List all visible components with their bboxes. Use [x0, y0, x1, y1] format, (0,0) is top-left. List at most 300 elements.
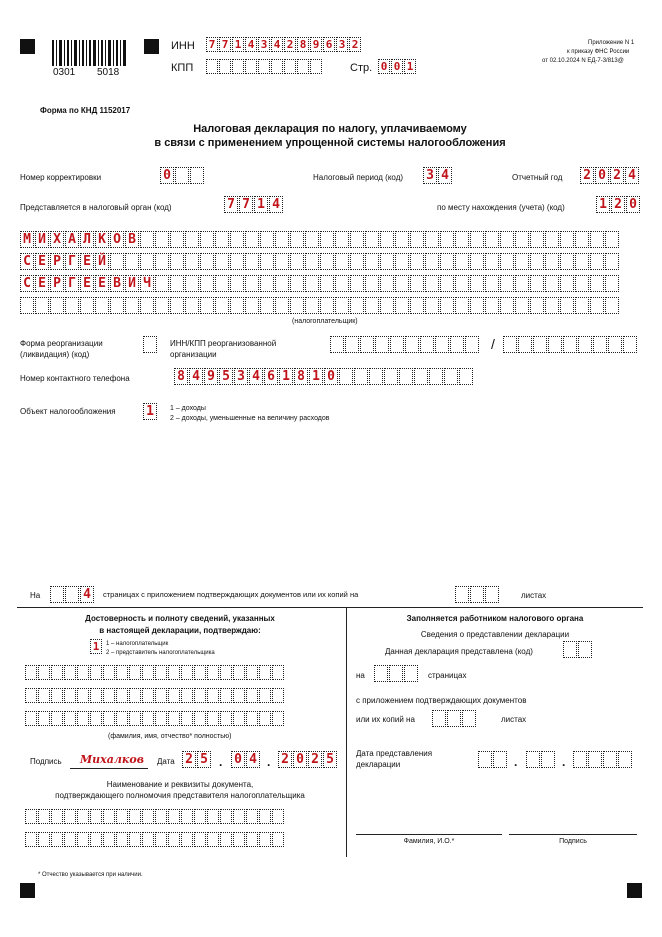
- char-cell[interactable]: [305, 275, 319, 292]
- object-cell[interactable]: [143, 403, 158, 420]
- char-cell[interactable]: [380, 297, 394, 314]
- char-cell[interactable]: [142, 809, 154, 824]
- char-cell[interactable]: [206, 59, 218, 74]
- char-cell[interactable]: [50, 586, 64, 603]
- char-cell[interactable]: [425, 297, 439, 314]
- char-cell[interactable]: [320, 231, 334, 248]
- char-cell[interactable]: [233, 688, 245, 703]
- char-cell[interactable]: [181, 688, 193, 703]
- char-cell[interactable]: [623, 336, 637, 353]
- char-cell[interactable]: [80, 297, 94, 314]
- char-cell[interactable]: [64, 832, 76, 847]
- char-cell[interactable]: [545, 253, 559, 270]
- char-cell[interactable]: [603, 751, 617, 768]
- char-cell[interactable]: [608, 336, 622, 353]
- char-cell[interactable]: [200, 231, 214, 248]
- char-cell[interactable]: [181, 832, 193, 847]
- char-cell[interactable]: 3: [234, 368, 248, 385]
- char-cell[interactable]: [447, 710, 461, 727]
- char-cell[interactable]: 4: [438, 167, 452, 184]
- char-cell[interactable]: [170, 231, 184, 248]
- char-cell[interactable]: 2: [611, 196, 625, 213]
- char-cell[interactable]: [64, 665, 76, 680]
- char-cell[interactable]: 6: [264, 368, 278, 385]
- char-cell[interactable]: [129, 809, 141, 824]
- sub-date-month[interactable]: [526, 751, 556, 768]
- char-cell[interactable]: [365, 253, 379, 270]
- char-cell[interactable]: [360, 336, 374, 353]
- char-cell[interactable]: 0: [391, 59, 403, 74]
- char-cell[interactable]: 5: [323, 751, 337, 768]
- char-cell[interactable]: [573, 751, 587, 768]
- char-cell[interactable]: [260, 253, 274, 270]
- sub-date-day[interactable]: [478, 751, 508, 768]
- char-cell[interactable]: [470, 275, 484, 292]
- char-cell[interactable]: [575, 297, 589, 314]
- char-cell[interactable]: [485, 297, 499, 314]
- char-cell[interactable]: 4: [246, 751, 260, 768]
- fio-row-1[interactable]: [25, 665, 285, 680]
- char-cell[interactable]: [563, 336, 577, 353]
- char-cell[interactable]: [410, 231, 424, 248]
- char-cell[interactable]: [233, 665, 245, 680]
- char-cell[interactable]: [384, 368, 398, 385]
- char-cell[interactable]: [404, 665, 418, 682]
- char-cell[interactable]: 8: [294, 368, 308, 385]
- char-cell[interactable]: 2: [308, 751, 322, 768]
- char-cell[interactable]: [215, 275, 229, 292]
- char-cell[interactable]: [515, 231, 529, 248]
- char-cell[interactable]: 1: [143, 403, 157, 420]
- char-cell[interactable]: [425, 275, 439, 292]
- char-cell[interactable]: [272, 809, 284, 824]
- name-row-4[interactable]: [20, 297, 620, 314]
- char-cell[interactable]: 7: [239, 196, 253, 213]
- char-cell[interactable]: [51, 711, 63, 726]
- char-cell[interactable]: [233, 809, 245, 824]
- char-cell[interactable]: [305, 297, 319, 314]
- char-cell[interactable]: [395, 297, 409, 314]
- char-cell[interactable]: [493, 751, 507, 768]
- char-cell[interactable]: [260, 275, 274, 292]
- char-cell[interactable]: [194, 809, 206, 824]
- char-cell[interactable]: [530, 253, 544, 270]
- char-cell[interactable]: [588, 751, 602, 768]
- char-cell[interactable]: Г: [65, 275, 79, 292]
- reorg-kpp-cells[interactable]: [503, 336, 638, 353]
- char-cell[interactable]: [605, 297, 619, 314]
- char-cell[interactable]: [129, 665, 141, 680]
- char-cell[interactable]: [215, 253, 229, 270]
- char-cell[interactable]: [168, 809, 180, 824]
- char-cell[interactable]: [350, 297, 364, 314]
- char-cell[interactable]: [230, 231, 244, 248]
- doc-row-1[interactable]: [25, 809, 285, 824]
- char-cell[interactable]: [365, 275, 379, 292]
- char-cell[interactable]: [560, 231, 574, 248]
- char-cell[interactable]: [432, 710, 446, 727]
- char-cell[interactable]: [548, 336, 562, 353]
- char-cell[interactable]: [35, 297, 49, 314]
- char-cell[interactable]: Е: [80, 253, 94, 270]
- char-cell[interactable]: [200, 275, 214, 292]
- char-cell[interactable]: С: [20, 275, 34, 292]
- char-cell[interactable]: 7: [224, 196, 238, 213]
- char-cell[interactable]: 4: [269, 196, 283, 213]
- char-cell[interactable]: 0: [231, 751, 245, 768]
- char-cell[interactable]: [175, 167, 189, 184]
- char-cell[interactable]: С: [20, 253, 34, 270]
- pages-cells[interactable]: [50, 586, 95, 603]
- char-cell[interactable]: [541, 751, 555, 768]
- char-cell[interactable]: 2: [278, 751, 292, 768]
- char-cell[interactable]: [440, 297, 454, 314]
- char-cell[interactable]: [275, 275, 289, 292]
- char-cell[interactable]: [110, 297, 124, 314]
- char-cell[interactable]: [215, 231, 229, 248]
- char-cell[interactable]: [64, 711, 76, 726]
- char-cell[interactable]: [207, 665, 219, 680]
- char-cell[interactable]: Р: [50, 275, 64, 292]
- char-cell[interactable]: [290, 297, 304, 314]
- location-cells[interactable]: [596, 196, 641, 213]
- char-cell[interactable]: [500, 297, 514, 314]
- char-cell[interactable]: 9: [310, 37, 322, 52]
- char-cell[interactable]: [129, 711, 141, 726]
- char-cell[interactable]: [129, 832, 141, 847]
- char-cell[interactable]: [618, 751, 632, 768]
- char-cell[interactable]: [142, 711, 154, 726]
- char-cell[interactable]: [200, 297, 214, 314]
- char-cell[interactable]: [380, 253, 394, 270]
- char-cell[interactable]: Й: [95, 253, 109, 270]
- char-cell[interactable]: [440, 253, 454, 270]
- page-cells[interactable]: [378, 59, 417, 74]
- phone-cells[interactable]: [174, 368, 474, 385]
- char-cell[interactable]: [444, 368, 458, 385]
- char-cell[interactable]: [578, 641, 592, 658]
- char-cell[interactable]: 3: [258, 37, 270, 52]
- char-cell[interactable]: [230, 297, 244, 314]
- char-cell[interactable]: [455, 253, 469, 270]
- char-cell[interactable]: [290, 231, 304, 248]
- char-cell[interactable]: [140, 231, 154, 248]
- char-cell[interactable]: [455, 231, 469, 248]
- char-cell[interactable]: [284, 59, 296, 74]
- fio-row-3[interactable]: [25, 711, 285, 726]
- char-cell[interactable]: [245, 253, 259, 270]
- char-cell[interactable]: [90, 832, 102, 847]
- char-cell[interactable]: [530, 275, 544, 292]
- char-cell[interactable]: 0: [293, 751, 307, 768]
- signature-value[interactable]: Михалков: [80, 753, 144, 766]
- kpp-cells[interactable]: [206, 59, 323, 74]
- correction-cells[interactable]: [160, 167, 205, 184]
- char-cell[interactable]: 3: [336, 37, 348, 52]
- char-cell[interactable]: Е: [35, 275, 49, 292]
- char-cell[interactable]: [185, 275, 199, 292]
- char-cell[interactable]: 6: [323, 37, 335, 52]
- char-cell[interactable]: [425, 231, 439, 248]
- char-cell[interactable]: [330, 336, 344, 353]
- char-cell[interactable]: [220, 832, 232, 847]
- char-cell[interactable]: [399, 368, 413, 385]
- char-cell[interactable]: [590, 275, 604, 292]
- char-cell[interactable]: [515, 275, 529, 292]
- char-cell[interactable]: [440, 275, 454, 292]
- char-cell[interactable]: [38, 688, 50, 703]
- char-cell[interactable]: [142, 688, 154, 703]
- char-cell[interactable]: [500, 275, 514, 292]
- char-cell[interactable]: [500, 253, 514, 270]
- char-cell[interactable]: [578, 336, 592, 353]
- char-cell[interactable]: [305, 253, 319, 270]
- char-cell[interactable]: [410, 253, 424, 270]
- char-cell[interactable]: [365, 231, 379, 248]
- doc-row-2[interactable]: [25, 832, 285, 847]
- char-cell[interactable]: 0: [160, 167, 174, 184]
- char-cell[interactable]: [605, 231, 619, 248]
- char-cell[interactable]: [194, 832, 206, 847]
- char-cell[interactable]: [77, 688, 89, 703]
- char-cell[interactable]: [275, 231, 289, 248]
- char-cell[interactable]: [258, 59, 270, 74]
- char-cell[interactable]: Е: [35, 253, 49, 270]
- char-cell[interactable]: [245, 297, 259, 314]
- char-cell[interactable]: [259, 711, 271, 726]
- char-cell[interactable]: 5: [219, 368, 233, 385]
- date-day-cells[interactable]: [182, 751, 212, 768]
- sheets-cells[interactable]: [455, 586, 500, 603]
- char-cell[interactable]: [170, 297, 184, 314]
- sub-date-year[interactable]: [573, 751, 633, 768]
- char-cell[interactable]: [25, 832, 37, 847]
- char-cell[interactable]: [64, 688, 76, 703]
- char-cell[interactable]: [51, 809, 63, 824]
- char-cell[interactable]: [194, 665, 206, 680]
- char-cell[interactable]: [575, 253, 589, 270]
- official-pages-cells[interactable]: [374, 665, 419, 682]
- char-cell[interactable]: 4: [271, 37, 283, 52]
- char-cell[interactable]: [485, 586, 499, 603]
- char-cell[interactable]: [272, 711, 284, 726]
- char-cell[interactable]: [181, 711, 193, 726]
- char-cell[interactable]: [170, 275, 184, 292]
- char-cell[interactable]: 0: [595, 167, 609, 184]
- char-cell[interactable]: [155, 297, 169, 314]
- char-cell[interactable]: 0: [378, 59, 390, 74]
- char-cell[interactable]: [339, 368, 353, 385]
- char-cell[interactable]: [220, 809, 232, 824]
- char-cell[interactable]: [500, 231, 514, 248]
- char-cell[interactable]: [503, 336, 517, 353]
- char-cell[interactable]: [440, 231, 454, 248]
- char-cell[interactable]: [350, 231, 364, 248]
- char-cell[interactable]: [485, 275, 499, 292]
- char-cell[interactable]: В: [125, 231, 139, 248]
- char-cell[interactable]: [233, 711, 245, 726]
- char-cell[interactable]: [155, 665, 167, 680]
- authority-cells[interactable]: [224, 196, 284, 213]
- char-cell[interactable]: [181, 665, 193, 680]
- char-cell[interactable]: 1: [90, 639, 102, 654]
- char-cell[interactable]: [51, 688, 63, 703]
- char-cell[interactable]: Г: [65, 253, 79, 270]
- char-cell[interactable]: [142, 832, 154, 847]
- char-cell[interactable]: [335, 231, 349, 248]
- char-cell[interactable]: [290, 275, 304, 292]
- char-cell[interactable]: [395, 253, 409, 270]
- char-cell[interactable]: [230, 253, 244, 270]
- char-cell[interactable]: 4: [625, 167, 639, 184]
- char-cell[interactable]: 4: [80, 586, 94, 603]
- char-cell[interactable]: 1: [309, 368, 323, 385]
- char-cell[interactable]: [116, 711, 128, 726]
- char-cell[interactable]: [390, 336, 404, 353]
- char-cell[interactable]: [605, 253, 619, 270]
- char-cell[interactable]: [545, 297, 559, 314]
- char-cell[interactable]: [51, 665, 63, 680]
- char-cell[interactable]: 2: [580, 167, 594, 184]
- char-cell[interactable]: [155, 711, 167, 726]
- char-cell[interactable]: [215, 297, 229, 314]
- char-cell[interactable]: 8: [174, 368, 188, 385]
- char-cell[interactable]: [350, 275, 364, 292]
- char-cell[interactable]: 3: [423, 167, 437, 184]
- char-cell[interactable]: [207, 688, 219, 703]
- char-cell[interactable]: [335, 253, 349, 270]
- char-cell[interactable]: И: [35, 231, 49, 248]
- char-cell[interactable]: [194, 688, 206, 703]
- char-cell[interactable]: Е: [95, 275, 109, 292]
- char-cell[interactable]: [455, 297, 469, 314]
- char-cell[interactable]: [207, 832, 219, 847]
- char-cell[interactable]: [354, 368, 368, 385]
- char-cell[interactable]: 0: [324, 368, 338, 385]
- reorg-inn-cells[interactable]: [330, 336, 480, 353]
- char-cell[interactable]: [290, 253, 304, 270]
- char-cell[interactable]: [185, 253, 199, 270]
- char-cell[interactable]: [90, 665, 102, 680]
- char-cell[interactable]: [185, 297, 199, 314]
- char-cell[interactable]: [25, 688, 37, 703]
- name-row-2[interactable]: [20, 253, 620, 270]
- char-cell[interactable]: [103, 809, 115, 824]
- char-cell[interactable]: [470, 586, 484, 603]
- fio-row-2[interactable]: [25, 688, 285, 703]
- char-cell[interactable]: [103, 832, 115, 847]
- char-cell[interactable]: 8: [297, 37, 309, 52]
- char-cell[interactable]: [429, 368, 443, 385]
- char-cell[interactable]: [530, 297, 544, 314]
- char-cell[interactable]: И: [125, 275, 139, 292]
- char-cell[interactable]: [455, 586, 469, 603]
- char-cell[interactable]: [450, 336, 464, 353]
- char-cell[interactable]: [395, 231, 409, 248]
- char-cell[interactable]: [155, 231, 169, 248]
- char-cell[interactable]: О: [110, 231, 124, 248]
- char-cell[interactable]: 4: [189, 368, 203, 385]
- char-cell[interactable]: [77, 711, 89, 726]
- char-cell[interactable]: [459, 368, 473, 385]
- char-cell[interactable]: [95, 297, 109, 314]
- char-cell[interactable]: 4: [245, 37, 257, 52]
- char-cell[interactable]: [181, 809, 193, 824]
- char-cell[interactable]: 7: [219, 37, 231, 52]
- char-cell[interactable]: [220, 711, 232, 726]
- char-cell[interactable]: [38, 832, 50, 847]
- char-cell[interactable]: [155, 832, 167, 847]
- char-cell[interactable]: [246, 665, 258, 680]
- char-cell[interactable]: [455, 275, 469, 292]
- char-cell[interactable]: [380, 231, 394, 248]
- char-cell[interactable]: [245, 275, 259, 292]
- char-cell[interactable]: [246, 832, 258, 847]
- char-cell[interactable]: [272, 665, 284, 680]
- char-cell[interactable]: [410, 275, 424, 292]
- tax-period-cells[interactable]: [423, 167, 453, 184]
- char-cell[interactable]: [245, 231, 259, 248]
- char-cell[interactable]: [405, 336, 419, 353]
- date-year-cells[interactable]: [278, 751, 338, 768]
- char-cell[interactable]: [259, 832, 271, 847]
- char-cell[interactable]: [259, 665, 271, 680]
- char-cell[interactable]: [590, 253, 604, 270]
- char-cell[interactable]: [545, 231, 559, 248]
- char-cell[interactable]: [38, 711, 50, 726]
- char-cell[interactable]: [129, 688, 141, 703]
- char-cell[interactable]: 1: [279, 368, 293, 385]
- char-cell[interactable]: 5: [197, 751, 211, 768]
- char-cell[interactable]: [374, 665, 388, 682]
- char-cell[interactable]: [259, 809, 271, 824]
- char-cell[interactable]: Е: [80, 275, 94, 292]
- char-cell[interactable]: [140, 253, 154, 270]
- char-cell[interactable]: [65, 586, 79, 603]
- char-cell[interactable]: [168, 711, 180, 726]
- char-cell[interactable]: [350, 253, 364, 270]
- char-cell[interactable]: [64, 809, 76, 824]
- char-cell[interactable]: [560, 297, 574, 314]
- char-cell[interactable]: [230, 275, 244, 292]
- char-cell[interactable]: К: [95, 231, 109, 248]
- char-cell[interactable]: [90, 688, 102, 703]
- char-cell[interactable]: [575, 231, 589, 248]
- char-cell[interactable]: [515, 297, 529, 314]
- char-cell[interactable]: [335, 275, 349, 292]
- char-cell[interactable]: [410, 297, 424, 314]
- char-cell[interactable]: 2: [284, 37, 296, 52]
- char-cell[interactable]: [103, 688, 115, 703]
- char-cell[interactable]: [320, 297, 334, 314]
- char-cell[interactable]: [470, 253, 484, 270]
- char-cell[interactable]: [345, 336, 359, 353]
- char-cell[interactable]: 1: [254, 196, 268, 213]
- char-cell[interactable]: [369, 368, 383, 385]
- char-cell[interactable]: Р: [50, 253, 64, 270]
- char-cell[interactable]: [470, 297, 484, 314]
- char-cell[interactable]: [90, 711, 102, 726]
- char-cell[interactable]: [140, 297, 154, 314]
- char-cell[interactable]: Л: [80, 231, 94, 248]
- char-cell[interactable]: [232, 59, 244, 74]
- char-cell[interactable]: [25, 809, 37, 824]
- char-cell[interactable]: 1: [404, 59, 416, 74]
- official-sheets-cells[interactable]: [432, 710, 477, 727]
- reorg-cell[interactable]: [143, 336, 158, 353]
- char-cell[interactable]: [233, 832, 245, 847]
- char-cell[interactable]: [207, 809, 219, 824]
